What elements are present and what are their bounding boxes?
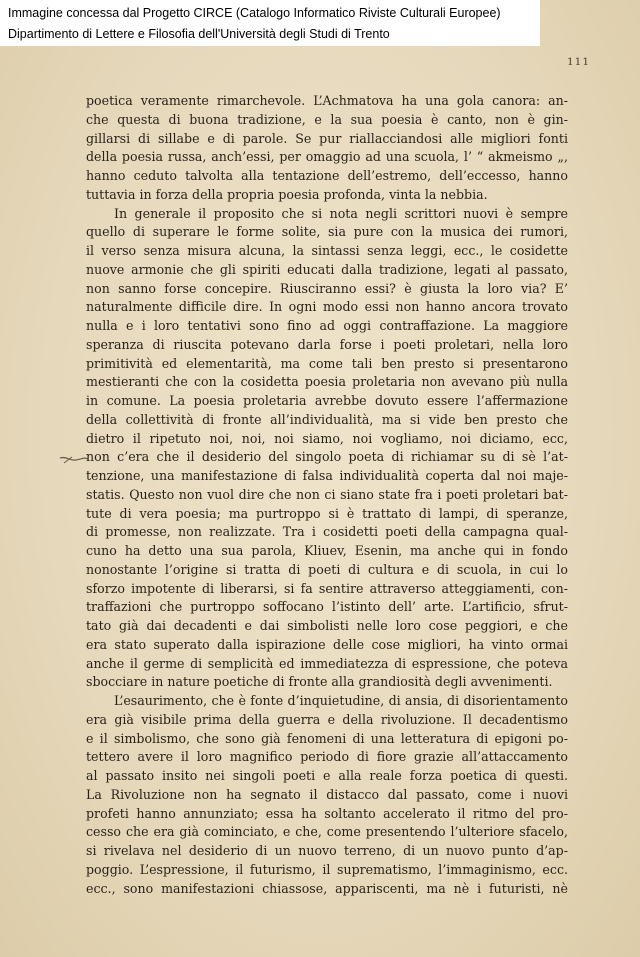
text-line: hanno ceduto talvolta alla tentazione dell’estremo, dell’eccesso, hanno xyxy=(86,168,568,183)
text-line: sforzo impotente di liberarsi, si fa sentire attraverso atteggiamenti, con- xyxy=(86,580,568,596)
text-line: in comune. La poesia proletaria avrebbe dovuto essere l’affermazione xyxy=(86,393,568,408)
text-line: cuno ha detto una sua parola, Kliuev, Esenin, ma anche qui in fondo xyxy=(86,543,568,558)
text-line: della collettività di fronte all’individualità, ma si vide ben presto che xyxy=(86,411,568,427)
text-line: ecc., sono manifestazioni chiassose, appariscenti, ma nè i futuristi, nè xyxy=(86,880,568,896)
text-line: profeti hanno annunziato; essa ha soltanto accelerato il ritmo del pro- xyxy=(86,805,568,821)
text-line: statis. Questo non vuol dire che non ci siano state fra i poeti proletari bat- xyxy=(86,486,568,502)
text-line: poggio. L’espressione, il futurismo, il suprematismo, l’immaginismo, ecc. xyxy=(86,861,568,877)
attribution-line-1: Immagine concessa dal Progetto CIRCE (Catalogo Informatico Riviste Culturali Europee) xyxy=(8,6,501,20)
text-line: poetica veramente rimarchevole. L’Achmatova ha una gola canora: an- xyxy=(86,93,568,108)
text-line: L’esaurimento, che è fonte d’inquietudine, di ansia, di disorientamento xyxy=(114,693,568,708)
body-text xyxy=(86,92,568,898)
text-line: tato già dai decadenti e dai simbolisti nelle loro cose peggiori, e che xyxy=(86,618,568,633)
text-line: tenzione, una manifestazione di falsa individualità coperta dal noi maje- xyxy=(86,468,568,483)
text-line: nuove armonie che gli spiriti educati dalla tradizione, legati al passato, xyxy=(86,261,568,277)
text-line: dietro il ripetuto noi, noi, noi siamo, noi vogliamo, noi diciamo, ecc, xyxy=(86,430,568,446)
text-line: anche il germe di semplicità ed immediatezza di espressione, che poteva xyxy=(86,655,568,671)
text-line: si rivelava nel desiderio di un nuovo terreno, di un nuovo punto d’ap- xyxy=(86,843,568,858)
text-line: della poesia russa, anch’essi, per omaggio ad una scuola, l’ “ akmeismo „, xyxy=(86,149,568,165)
text-line: sbocciare in nature poetiche di fronte alla grandiosità degli avvenimenti. xyxy=(86,674,553,690)
text-line: tettero avere il loro magnifico periodo di fiore grazie all’attaccamento xyxy=(86,749,568,765)
text-line: che questa di buona tradizione, e la sua poesia è canto, non è gin- xyxy=(86,111,568,127)
text-line: e il simbolismo, che sono già fenomeni di una letteratura di epigoni po- xyxy=(86,730,568,746)
text-line: mestieranti che con la cosidetta poesia proletaria non avevano più nulla xyxy=(86,374,568,390)
text-line: nulla e i loro tentativi sono fino ad oggi contraffazione. La maggiore xyxy=(86,318,568,333)
text-line: era stato superato dalla ispirazione delle cose migliori, ha vinto ormai xyxy=(86,636,568,652)
text-line: naturalmente difficile dire. In ogni modo essi non hanno ancora trovato xyxy=(86,299,568,315)
text-line: tute di vera poesia; ma purtroppo si è trattato di lampi, di speranze, xyxy=(86,505,568,521)
text-line: era già visibile prima della guerra e della rivoluzione. Il decadentismo xyxy=(86,711,568,727)
text-line: quello di superare le forme solite, sia pure con la musica dei rumori, xyxy=(86,224,568,240)
attribution-banner xyxy=(0,0,540,46)
text-line: La Rivoluzione non ha segnato il distacco dal passato, come i nuovi xyxy=(86,786,568,802)
text-line: traffazioni che purtroppo soffocano l’istinto dell’ arte. L’artificio, sfrut- xyxy=(86,599,568,615)
text-line: In generale il proposito che si nota negli scrittori nuovi è sempre xyxy=(114,205,568,221)
text-line: non sanno forse concepire. Riusciranno essi? è giusta la loro via? E’ xyxy=(86,280,568,296)
attribution-line-2: Dipartimento di Lettere e Filosofia dell'Università degli Studi di Trento xyxy=(8,27,390,41)
text-line: tuttavia in forza della propria poesia profonda, vinta la nebbia. xyxy=(86,186,488,202)
text-line: nonostante l’origine si tratta di poeti di cultura e di scuola, in cui lo xyxy=(86,561,568,577)
text-line: primitività ed elementarità, ma come tali ben presto si presentarono xyxy=(86,355,568,371)
text-line: gillarsi di sillabe e di parole. Se pur riallacciandosi alle migliori fonti xyxy=(86,130,568,146)
text-line: di promesse, non realizzate. Tra i cosidetti poeti della campagna qual- xyxy=(86,524,568,540)
text-line: speranza di riuscita potevano darla forse i poeti proletari, nella loro xyxy=(86,336,568,352)
text-line: al passato insito nei singoli poeti e alla reale forza poetica di questi. xyxy=(86,768,568,783)
text-line: cesso che era già cominciato, e che, come presentendo l’ulteriore sfacelo, xyxy=(86,824,568,840)
text-line: il verso senza misura alcuna, la sintassi senza leggi, ecc., le cosidette xyxy=(86,243,568,258)
page-number: 111 xyxy=(566,56,590,68)
text-line: non c’era che il desiderio del singolo poeta di richiamar su di sè l’at- xyxy=(86,449,568,465)
